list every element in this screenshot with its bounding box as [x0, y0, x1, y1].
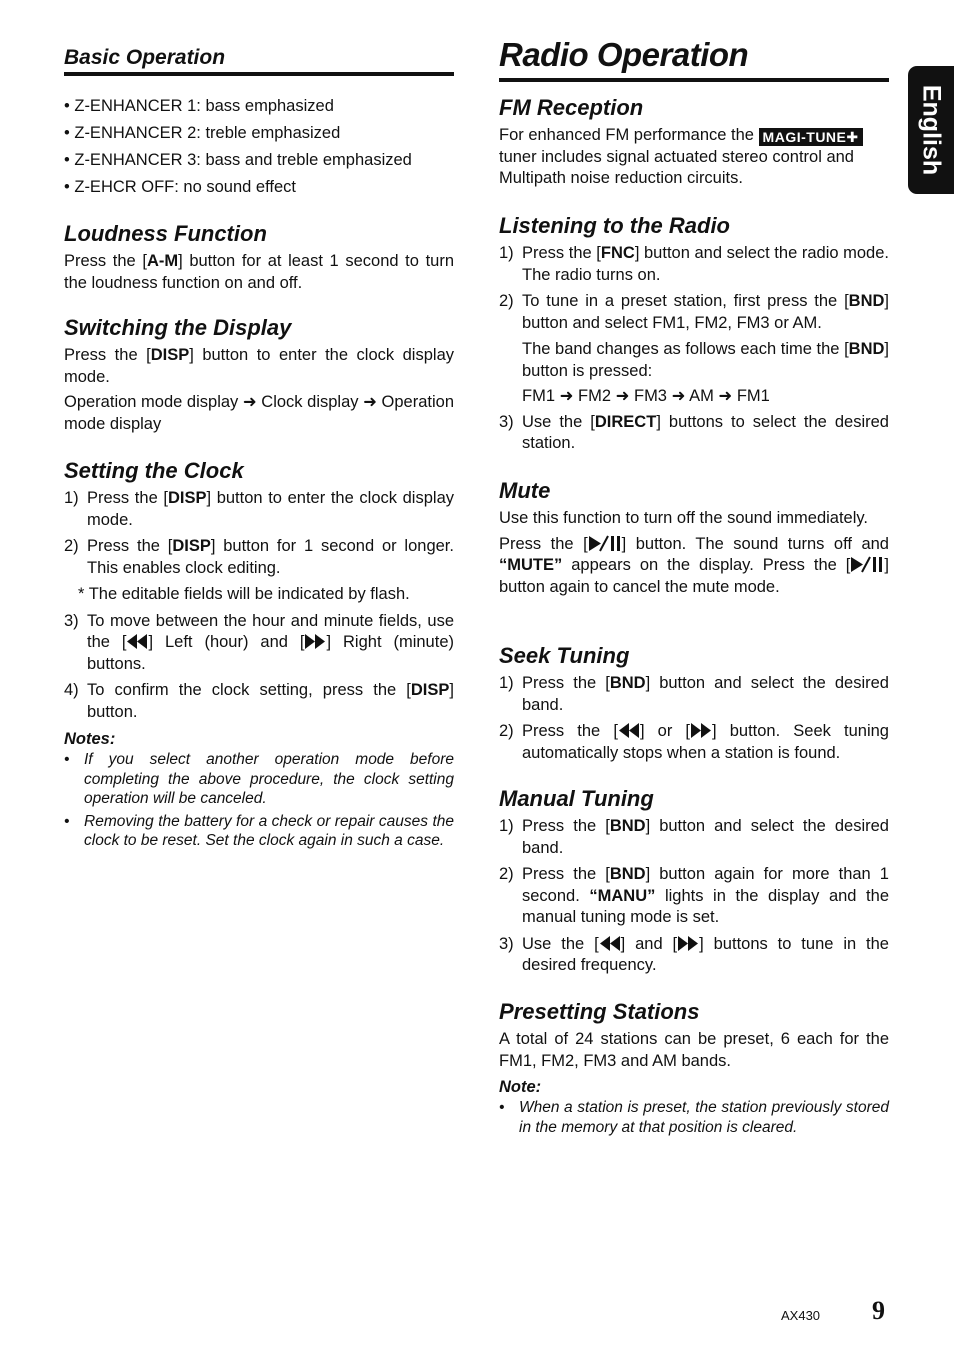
list-item: • Z-EHCR OFF: no sound effect: [64, 178, 296, 196]
seek-steps: [499, 673, 889, 764]
manual-tuning-heading: Manual Tuning: [499, 786, 654, 811]
double-right-arrow-icon: [304, 633, 326, 650]
list-item: • If you select another operation mode before completing the above procedure, the clock setting operation will be canceled.: [64, 751, 454, 807]
list-item: 2) Press the [BND] button again for more than 1 second. “MANU” lights in the display and the manual tuning mode is set.: [499, 865, 889, 926]
basic-operation-heading: Basic Operation: [64, 46, 454, 76]
switching-display-section: [64, 315, 454, 439]
note-list: [499, 1098, 889, 1137]
listening-steps-2: [499, 412, 889, 455]
enhancer-list-block: [64, 93, 454, 201]
double-left-arrow-icon: [618, 722, 640, 739]
editable-fields-note: * The editable fields will be indicated by flash.: [78, 585, 410, 603]
seek-tuning-section: [499, 643, 889, 769]
enhancer-list: [64, 93, 454, 201]
switching-display-text-2: Operation mode display ➜ Clock display ➜ Operation mode display: [64, 393, 454, 433]
magi-tune-logo: MAGI-TUNE✚: [759, 128, 863, 146]
list-item: • When a station is preset, the station previously stored in the memory at that position is cleared.: [499, 1099, 889, 1136]
manual-tuning-section: [499, 786, 889, 982]
switching-display-text-1: Press the [DISP] button to enter the clock display mode.: [64, 346, 454, 386]
list-item: • Z-ENHANCER 3: bass and treble emphasized: [64, 151, 412, 169]
list-item: 1) Press the [BND] button and select the desired band.: [499, 817, 889, 857]
manual-steps: [499, 816, 889, 977]
list-item: 4) To confirm the clock setting, press the [DISP] button.: [64, 681, 454, 721]
seek-tuning-heading: Seek Tuning: [499, 643, 630, 668]
band-change-text: The band changes as follows each time the [BND] button is pressed:: [522, 340, 889, 380]
loudness-section: [64, 221, 454, 298]
setting-clock-heading: Setting the Clock: [64, 458, 244, 483]
list-item: 2) Press the [DISP] button for 1 second or longer. This enables clock editing.: [64, 537, 454, 577]
page-title: Radio Operation: [499, 36, 889, 82]
disp-button-label: DISP: [150, 346, 190, 364]
switching-display-heading: Switching the Display: [64, 315, 292, 340]
mute-text-2: Press the [ ] button. The sound turns off and “MUTE” appears on the display. Press the [ ] button again to cancel the mute mode.: [499, 534, 889, 596]
loudness-heading: Loudness Function: [64, 221, 267, 246]
mute-heading: Mute: [499, 478, 551, 503]
listening-section: [499, 213, 889, 460]
play-pause-icon: [588, 535, 622, 552]
list-item: • Z-ENHANCER 2: treble emphasized: [64, 124, 341, 142]
list-item: 3) To move between the hour and minute fields, use the [ ] Left (hour) and [ ] Right (minute) buttons.: [64, 611, 454, 673]
list-item: 2) Press the [ ] or [ ] button. Seek tuning automatically stops when a station is found.: [499, 722, 889, 762]
notes-list: [64, 750, 454, 851]
list-item: 3) Use the [ ] and [ ] buttons to tune in the desired frequency.: [499, 934, 889, 974]
fm-reception-heading: FM Reception: [499, 95, 644, 120]
list-item: • Z-ENHANCER 1: bass emphasized: [64, 97, 334, 115]
setting-clock-steps-2: [64, 611, 454, 724]
presetting-text: A total of 24 stations can be preset, 6 each for the FM1, FM2, FM3 and AM bands.: [499, 1030, 889, 1070]
loudness-text: Press the [A-M] button for at least 1 second to turn the loudness function on and off.: [64, 252, 454, 292]
setting-clock-steps: [64, 488, 454, 579]
language-tab-label: English: [917, 84, 946, 176]
presetting-section: [499, 999, 889, 1140]
setting-clock-section: [64, 458, 454, 854]
model-number: AX430: [781, 1308, 821, 1323]
presetting-heading: Presetting Stations: [499, 999, 700, 1024]
note-heading: Note:: [499, 1078, 542, 1096]
language-tab: [908, 66, 954, 194]
a-m-button-label: A-M: [146, 252, 179, 270]
listening-heading: Listening to the Radio: [499, 213, 730, 238]
notes-heading: Notes:: [64, 730, 116, 748]
band-sequence: FM1 ➜ FM2 ➜ FM3 ➜ AM ➜ FM1: [522, 387, 770, 405]
list-item: 2) To tune in a preset station, first press the [BND] button and select FM1, FM2, FM3 or AM.: [499, 292, 889, 332]
mute-text-1: Use this function to turn off the sound immediately.: [499, 509, 869, 527]
list-item: 1) Press the [FNC] button and select the radio mode. The radio turns on.: [499, 244, 889, 284]
list-item: 1) Press the [BND] button and select the desired band.: [499, 674, 889, 714]
fm-reception-section: [499, 95, 889, 194]
double-left-arrow-icon: [126, 633, 148, 650]
page-number: 9: [872, 1296, 885, 1325]
mute-section: [499, 478, 889, 602]
fm-reception-text: For enhanced FM performance the MAGI-TUNE✚ tuner includes signal actuated stereo control and Multipath noise reduction circuits.: [499, 125, 889, 190]
list-item: 3) Use the [DIRECT] buttons to select the desired station.: [499, 412, 889, 452]
listening-steps: [499, 243, 889, 334]
list-item: 1) Press the [DISP] button to enter the clock display mode.: [64, 489, 454, 529]
list-item: • Removing the battery for a check or repair causes the clock to be reset. Set the clock again in such a case.: [64, 812, 454, 849]
double-right-arrow-icon: [677, 935, 699, 952]
play-pause-icon: [850, 556, 884, 573]
double-left-arrow-icon: [599, 935, 621, 952]
double-right-arrow-icon: [690, 722, 712, 739]
